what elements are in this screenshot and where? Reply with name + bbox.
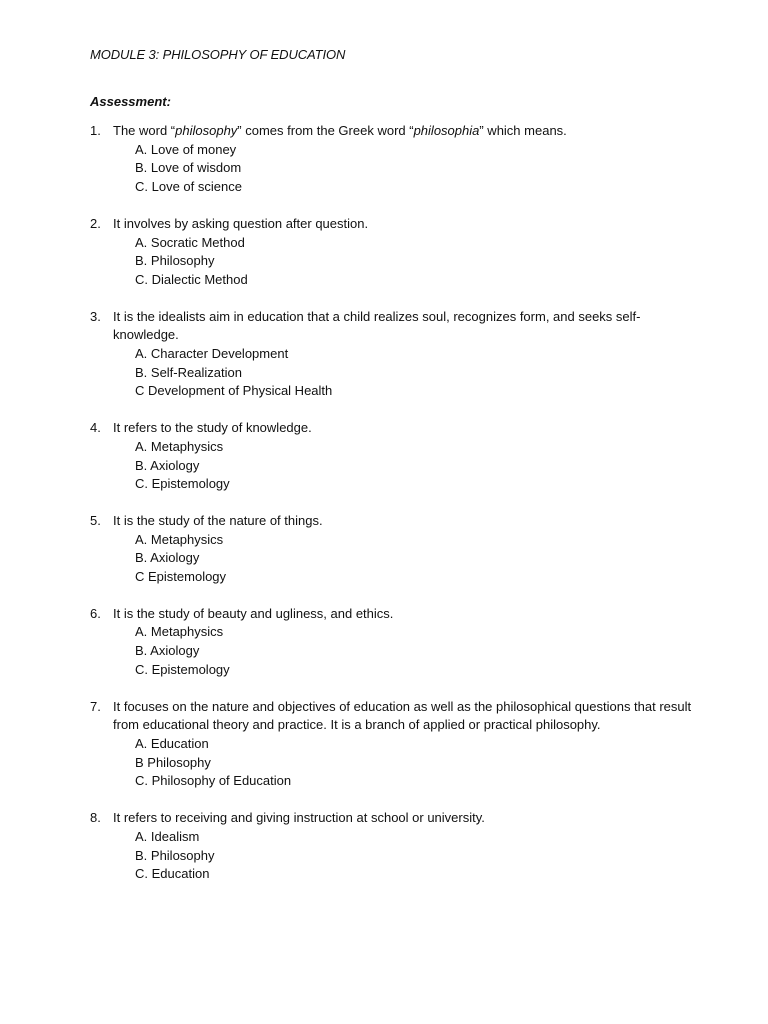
option-b: B. Axiology [135, 643, 200, 659]
question-stem [90, 512, 690, 531]
question-4 [90, 419, 690, 494]
question-number: 6. [90, 605, 101, 621]
question-number: 5. [90, 512, 101, 528]
question-stem [90, 122, 690, 141]
question-1 [90, 122, 690, 197]
assessment-heading: Assessment: [90, 94, 171, 109]
question-8 [90, 809, 690, 884]
italic-term: philosophy [175, 123, 238, 138]
question-number: 8. [90, 810, 101, 826]
question-text: It involves by asking question after question. [113, 215, 369, 231]
option-b: B. Axiology [135, 550, 200, 566]
option-b: B. Love of wisdom [135, 160, 242, 176]
question-5 [90, 512, 690, 587]
option-c: C. Love of science [135, 179, 242, 195]
question-stem [90, 605, 690, 624]
option-c: C. Philosophy of Education [135, 773, 292, 789]
question-number: 7. [90, 698, 101, 714]
question-text: It is the study of beauty and ugliness, and ethics. [113, 605, 394, 621]
option-a: A. Education [135, 735, 209, 751]
option-c: C. Dialectic Method [135, 271, 248, 287]
question-stem [90, 215, 690, 234]
italic-term: philosophia [413, 123, 480, 138]
question-3 [90, 308, 690, 402]
answer-options [135, 438, 690, 494]
text-part: ” comes from the Greek word “ [237, 123, 414, 138]
question-text: It refers to receiving and giving instruction at school or university. [113, 810, 485, 826]
question-text [113, 122, 693, 141]
question-stem [90, 308, 690, 345]
option-a: A. Character Development [135, 346, 289, 362]
option-b: B. Axiology [135, 457, 200, 473]
question-stem [90, 419, 690, 438]
option-a: A. Metaphysics [135, 438, 224, 454]
option-c: C. Epistemology [135, 476, 230, 492]
option-a: A. Metaphysics [135, 531, 224, 547]
question-number: 2. [90, 215, 101, 231]
question-text: It is the idealists aim in education that a child realizes soul, recognizes form, and seeks self-knowledge. [113, 308, 641, 343]
question-2 [90, 215, 690, 290]
question-stem [90, 698, 690, 735]
answer-options [135, 345, 690, 401]
option-b: B. Philosophy [135, 847, 215, 863]
question-number: 1. [90, 123, 101, 138]
answer-options [135, 735, 690, 791]
option-b: B. Self-Realization [135, 364, 242, 380]
question-text: It is the study of the nature of things. [113, 512, 323, 528]
answer-options [135, 531, 690, 587]
option-a: A. Metaphysics [135, 624, 224, 640]
text-part: The word “ [113, 123, 176, 138]
module-title: MODULE 3: PHILOSOPHY OF EDUCATION [90, 47, 346, 62]
answer-options [135, 828, 690, 884]
question-list [90, 122, 690, 902]
question-stem [90, 809, 690, 828]
text-part: ” which means. [479, 123, 567, 138]
option-b: B. Philosophy [135, 253, 215, 269]
question-text: It focuses on the nature and objectives of education as well as the philosophical questions that result from educational theory and practice. It is a branch of applied or practical philosophy. [113, 698, 692, 733]
option-a: A. Love of money [135, 141, 237, 157]
question-number: 3. [90, 308, 101, 324]
question-7 [90, 698, 690, 792]
answer-options [135, 623, 690, 679]
option-c: C. Education [135, 866, 210, 882]
option-b: B Philosophy [135, 754, 211, 770]
option-c: C Development of Physical Health [135, 383, 333, 399]
option-c: C Epistemology [135, 569, 227, 585]
question-text: It refers to the study of knowledge. [113, 420, 312, 436]
option-a: A. Idealism [135, 828, 200, 844]
option-c: C. Epistemology [135, 661, 230, 677]
option-a: A. Socratic Method [135, 234, 245, 250]
question-6 [90, 605, 690, 680]
answer-options [135, 141, 690, 197]
answer-options [135, 234, 690, 290]
question-number: 4. [90, 420, 101, 436]
